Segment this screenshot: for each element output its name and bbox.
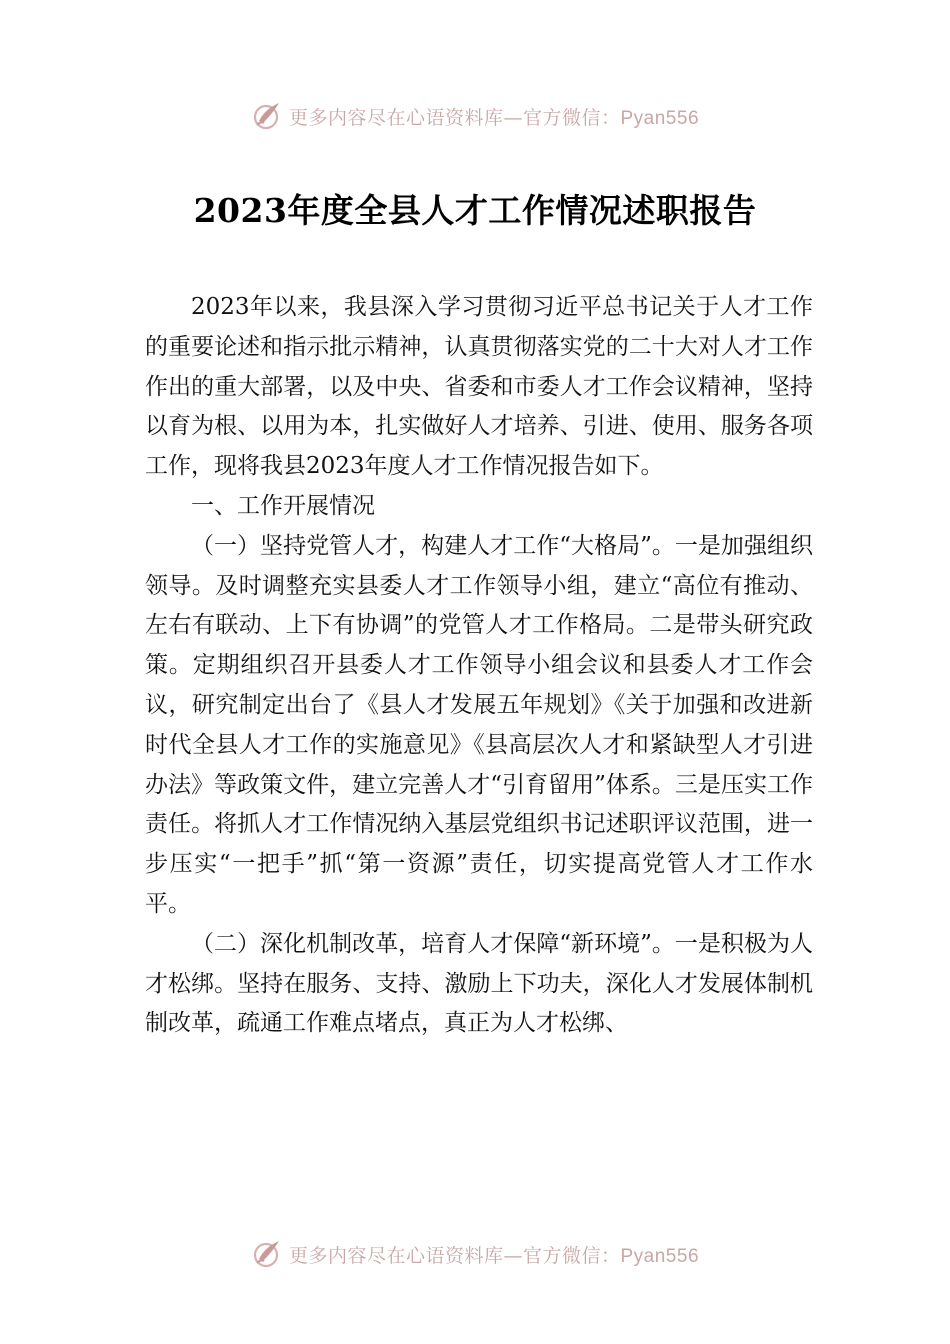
brush-logo-icon — [251, 99, 285, 133]
paragraph-section-2: （二）深化机制改革，培育人才保障“新环境”。一是积极为人才松绑。坚持在服务、支持、激励上下功夫，深化人才发展体制机制改革，疏通工作难点堵点，真正为人才松绑、 — [145, 930, 813, 1037]
watermark-text: 更多内容尽在心语资料库—官方微信： — [288, 106, 621, 129]
paragraph-section-1: （一）坚持党管人才，构建人才工作“大格局”。一是加强组织领导。及时调整充实县委人才工作领导小组，建立“高位有推动、左右有联动、上下有协调”的党管人才工作格局。二是带头研究政策。定期组织召开县委人才工作领导小组会议和县委人才工作会议，研究制定出台了《县人才发展五年规划》《关于加强和改进新时代全县人才工作的实施意见》《县高层次人才和紧缺型人才引进办法》等政策文件，建立完善人才“引育留用”体系。三是压实工作责任。将抓人才工作情况纳入基层党组织书记述职评议范围，进一步压实“一把手”抓“第一资源”责任，切实提高党管人才工作水平。 — [145, 532, 813, 917]
brush-logo-icon — [251, 1237, 285, 1271]
header-watermark — [0, 96, 950, 136]
footer-watermark — [0, 1234, 950, 1274]
wechat-id: Pyan556 — [620, 107, 700, 129]
document-title: 2023年度全县人才工作情况述职报告 — [193, 191, 757, 230]
paragraph-intro: 2023年以来，我县深入学习贯彻习近平总书记关于人才工作的重要论述和指示批示精神，认真贯彻落实党的二十大对人才工作作出的重大部署，以及中央、省委和市委人才工作会议精神，坚持以育为根、以用为本，扎实做好人才培养、引进、使用、服务各项工作，现将我县2023年度人才工作情况报告如下。 — [145, 294, 813, 480]
document-body — [145, 288, 813, 1044]
watermark-text: 更多内容尽在心语资料库—官方微信： — [288, 1244, 621, 1267]
wechat-id: Pyan556 — [620, 1245, 700, 1267]
section-heading: 一、工作开展情况 — [191, 492, 375, 519]
